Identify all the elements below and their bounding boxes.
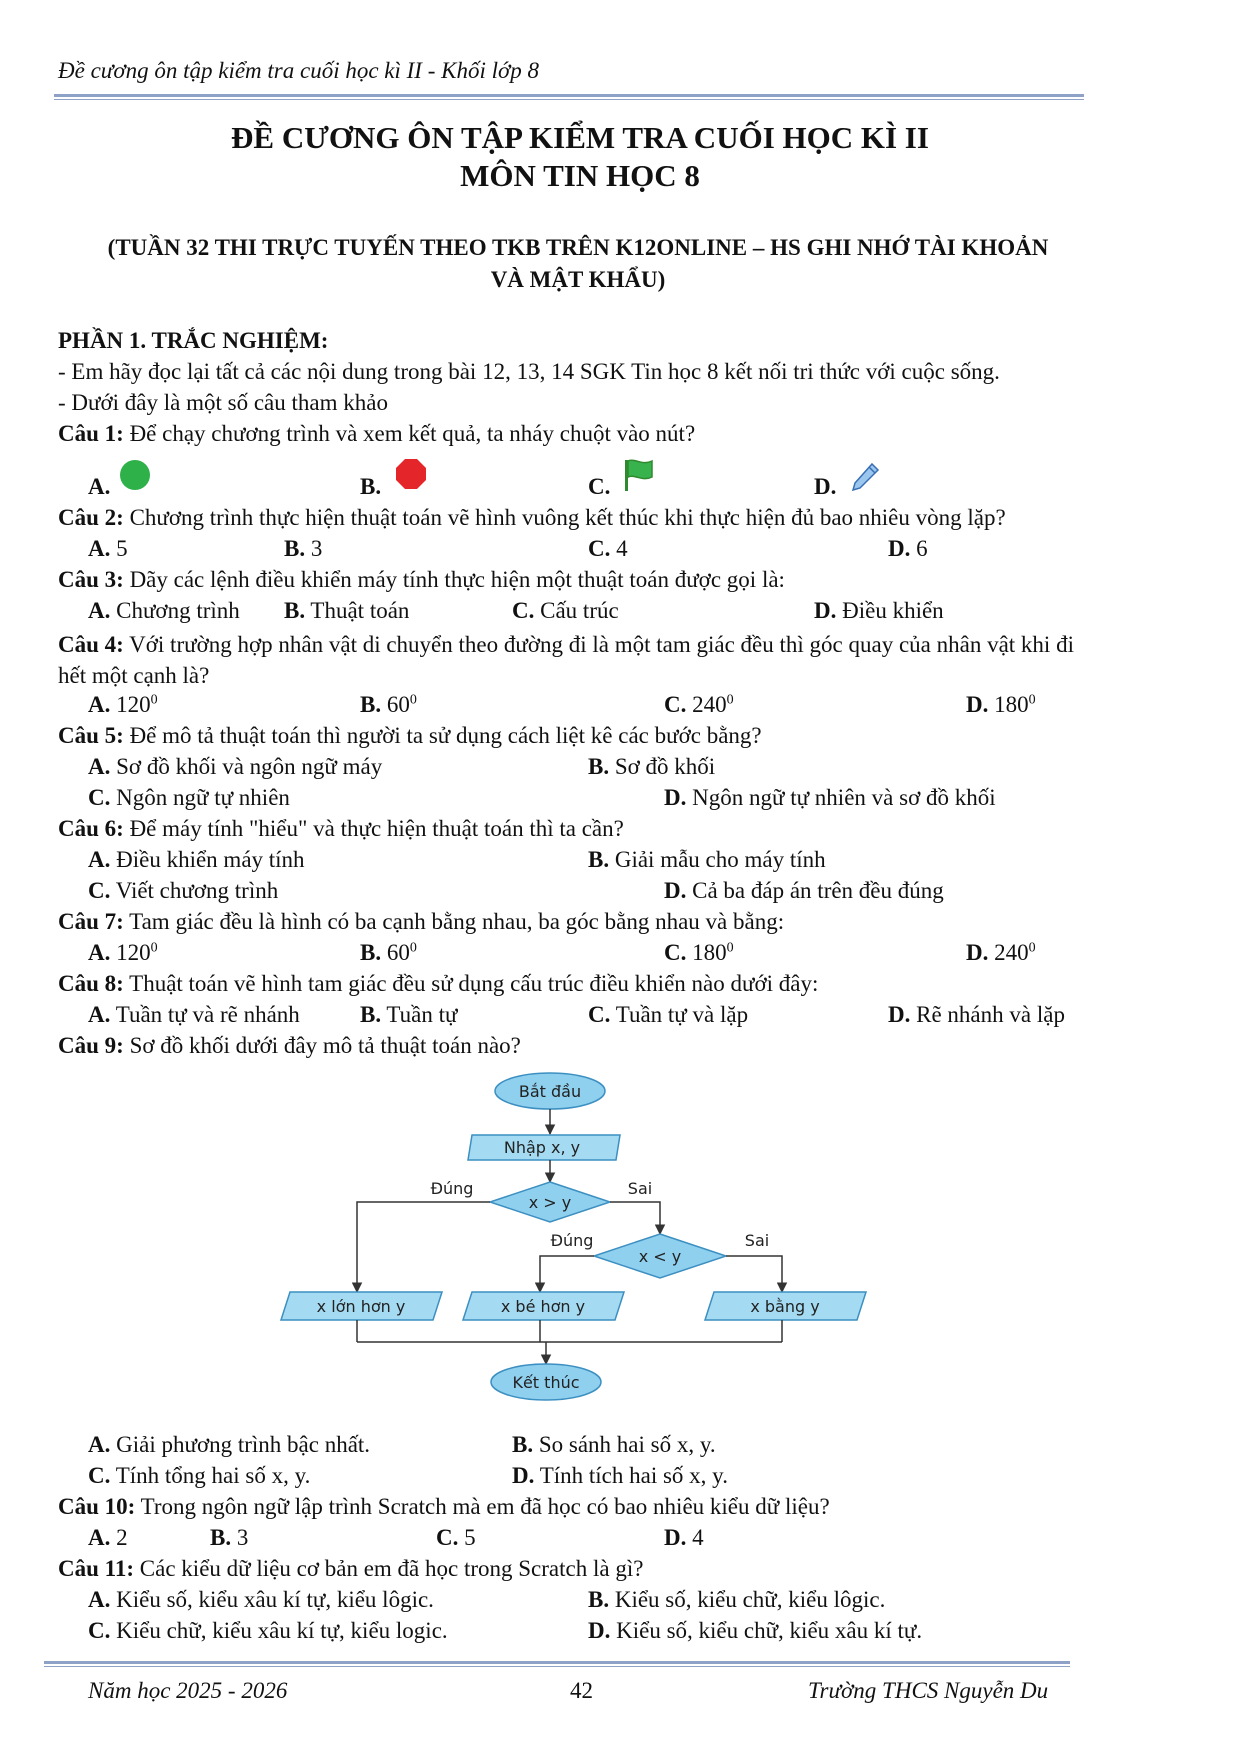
question-3 bbox=[58, 567, 785, 593]
question-10 bbox=[58, 1494, 830, 1520]
flow-start-label: Bắt đầu bbox=[518, 1082, 582, 1101]
flow-no-label: Sai bbox=[744, 1231, 770, 1250]
option-b: B. Sơ đồ khối bbox=[588, 754, 716, 779]
option-a: A. Điều khiển máy tính bbox=[88, 847, 305, 872]
option-c: C. 5 bbox=[436, 1525, 476, 1550]
option-d: D. Ngôn ngữ tự nhiên và sơ đồ khối bbox=[664, 785, 996, 810]
question-text: Chương trình thực hiện thuật toán vẽ hình vuông kết thúc khi thực hiện đủ bao nhiêu vòng lặp? bbox=[123, 505, 1006, 530]
question-text: Trong ngôn ngữ lập trình Scratch mà em đã học có bao nhiêu kiểu dữ liệu? bbox=[135, 1494, 830, 1519]
flow-yes-label: Đúng bbox=[430, 1179, 474, 1198]
option-a-label: A. bbox=[88, 474, 111, 499]
option-b: B. Giải mẫu cho máy tính bbox=[588, 847, 826, 872]
option-c: C. 4 bbox=[588, 536, 628, 561]
option-b: B. 3 bbox=[284, 536, 323, 561]
option-b: B. $60^0$ bbox=[360, 692, 417, 717]
option-d: D. 6 bbox=[888, 536, 928, 561]
question-label: Câu 2: bbox=[58, 505, 124, 530]
question-label: Câu 3: bbox=[58, 567, 124, 592]
question-label: Câu 8: bbox=[58, 971, 124, 996]
question-text: Với trường hợp nhân vật di chuyển theo đường đi là một tam giác đều thì góc quay của nhân vật khi đi hết một cạnh là? bbox=[58, 632, 1074, 688]
question-text: Để chạy chương trình và xem kết quả, ta nháy chuột vào nút? bbox=[123, 421, 696, 446]
option-c: C. Tuần tự và lặp bbox=[588, 1002, 749, 1027]
question-label: Câu 1: bbox=[58, 421, 124, 446]
question-label: Câu 4: bbox=[58, 632, 124, 657]
footer-school-year: Năm học 2025 - 2026 bbox=[88, 1678, 288, 1703]
question-text: Để máy tính "hiểu" và thực hiện thuật toán thì ta cần? bbox=[123, 816, 624, 841]
running-header: Đề cương ôn tập kiểm tra cuối học kì II - Khối lớp 8 bbox=[58, 58, 540, 83]
flow-end-label: Kết thúc bbox=[512, 1373, 580, 1392]
question-text: Để mô tả thuật toán thì người ta sử dụng cách liệt kê các bước bằng? bbox=[123, 723, 762, 748]
option-c: C. $180^0$ bbox=[664, 940, 734, 965]
question-9 bbox=[58, 1033, 521, 1059]
flow-output-3-label: x bằng y bbox=[750, 1297, 820, 1316]
page-subtitle-line1: (TUẦN 32 THI TRỰC TUYẾN THEO TKB TRÊN K12ONLINE – HS GHI NHỚ TÀI KHOẢN bbox=[107, 235, 1049, 260]
option-c: C. Viết chương trình bbox=[88, 878, 279, 903]
flow-condition-1-label: x > y bbox=[528, 1193, 572, 1212]
option-b: B. Tuần tự bbox=[360, 1002, 458, 1027]
question-label: Câu 9: bbox=[58, 1033, 124, 1058]
question-1 bbox=[58, 421, 695, 447]
question-text: Các kiểu dữ liệu cơ bản em đã học trong Scratch là gì? bbox=[134, 1556, 644, 1581]
question-label: Câu 11: bbox=[58, 1556, 135, 1581]
question-4 bbox=[58, 629, 1098, 691]
question-11 bbox=[58, 1556, 643, 1582]
green-circle-icon bbox=[120, 460, 150, 490]
question-text: Dãy các lệnh điều khiển máy tính thực hiện một thuật toán được gọi là: bbox=[123, 567, 785, 592]
page-number: 42 bbox=[570, 1678, 593, 1703]
option-a: A. Tuần tự và rẽ nhánh bbox=[88, 1002, 300, 1027]
question-2 bbox=[58, 505, 1006, 531]
option-d: D. Kiểu số, kiểu chữ, kiểu xâu kí tự. bbox=[588, 1618, 923, 1643]
option-a: A. Sơ đồ khối và ngôn ngữ máy bbox=[88, 754, 383, 779]
option-c: C. $240^0$ bbox=[664, 692, 734, 717]
section-note-1: - Em hãy đọc lại tất cả các nội dung trong bài 12, 13, 14 SGK Tin học 8 kết nối tri thức với cuộc sống. bbox=[58, 359, 1000, 384]
option-d-label: D. bbox=[814, 474, 837, 499]
footer-school-name: Trường THCS Nguyễn Du bbox=[808, 1678, 1049, 1703]
flow-output-1-label: x lớn hơn y bbox=[316, 1297, 406, 1316]
option-c: C. Kiểu chữ, kiểu xâu kí tự, kiểu logic. bbox=[88, 1618, 448, 1643]
option-d: D. $180^0$ bbox=[966, 692, 1036, 717]
question-label: Câu 10: bbox=[58, 1494, 136, 1519]
flow-yes-label: Đúng bbox=[550, 1231, 594, 1250]
question-7 bbox=[58, 909, 784, 935]
pencil-icon bbox=[850, 462, 880, 492]
header-rule bbox=[54, 94, 1084, 97]
option-b-label: B. bbox=[360, 474, 382, 499]
question-5 bbox=[58, 723, 762, 749]
page-title: ĐỀ CƯƠNG ÔN TẬP KIỂM TRA CUỐI HỌC KÌ II bbox=[231, 120, 929, 155]
option-a: A. Kiểu số, kiểu xâu kí tự, kiểu lôgic. bbox=[88, 1587, 434, 1612]
option-a: A. Giải phương trình bậc nhất. bbox=[88, 1432, 371, 1457]
footer-rule bbox=[44, 1661, 1070, 1664]
page-subtitle-line2: VÀ MẬT KHẨU) bbox=[490, 267, 666, 292]
footer-rule-thin bbox=[44, 1666, 1070, 1667]
section-heading: PHẦN 1. TRẮC NGHIỆM: bbox=[58, 328, 329, 353]
option-d: D. Điều khiển bbox=[814, 598, 944, 623]
option-c: C. Cấu trúc bbox=[512, 598, 619, 623]
question-6 bbox=[58, 816, 624, 842]
option-b: B. So sánh hai số x, y. bbox=[512, 1432, 716, 1457]
option-b: B. Thuật toán bbox=[284, 598, 410, 623]
flow-output-2-label: x bé hơn y bbox=[500, 1297, 586, 1316]
option-d: D. Rẽ nhánh và lặp bbox=[888, 1002, 1065, 1027]
option-a: A. $120^0$ bbox=[88, 940, 158, 965]
flow-condition-2-label: x < y bbox=[638, 1247, 682, 1266]
option-a: A. 2 bbox=[88, 1525, 128, 1550]
question-text: Thuật toán vẽ hình tam giác đều sử dụng cấu trúc điều khiển nào dưới đây: bbox=[123, 971, 819, 996]
option-b: B. Kiểu số, kiểu chữ, kiểu lôgic. bbox=[588, 1587, 886, 1612]
option-a: A. $120^0$ bbox=[88, 692, 158, 717]
option-d: D. Cả ba đáp án trên đều đúng bbox=[664, 878, 944, 903]
option-c-label: C. bbox=[588, 474, 611, 499]
question-8 bbox=[58, 971, 818, 997]
header-rule-thin bbox=[54, 99, 1084, 100]
question-text: Tam giác đều là hình có ba cạnh bằng nhau, ba góc bằng nhau và bằng: bbox=[123, 909, 785, 934]
option-d: D. Tính tích hai số x, y. bbox=[512, 1463, 728, 1488]
option-c: C. Ngôn ngữ tự nhiên bbox=[88, 785, 290, 810]
question-text: Sơ đồ khối dưới đây mô tả thuật toán nào? bbox=[123, 1033, 521, 1058]
question-label: Câu 6: bbox=[58, 816, 124, 841]
option-a: A. Chương trình bbox=[88, 598, 240, 623]
green-flag-icon bbox=[622, 458, 658, 492]
option-d: D. $240^0$ bbox=[966, 940, 1036, 965]
page-title-subject: MÔN TIN HỌC 8 bbox=[460, 158, 700, 193]
option-a: A. 5 bbox=[88, 536, 128, 561]
section-note-2: - Dưới đây là một số câu tham khảo bbox=[58, 390, 388, 415]
option-b: B. $60^0$ bbox=[360, 940, 417, 965]
red-stop-octagon-icon bbox=[395, 458, 427, 490]
flow-input-label: Nhập x, y bbox=[503, 1138, 581, 1157]
option-d: D. 4 bbox=[664, 1525, 704, 1550]
question-label: Câu 5: bbox=[58, 723, 124, 748]
flow-no-label: Sai bbox=[627, 1179, 653, 1198]
option-c: C. Tính tổng hai số x, y. bbox=[88, 1463, 311, 1488]
option-b: B. 3 bbox=[210, 1525, 249, 1550]
question-label: Câu 7: bbox=[58, 909, 124, 934]
flowchart bbox=[280, 1064, 880, 1424]
